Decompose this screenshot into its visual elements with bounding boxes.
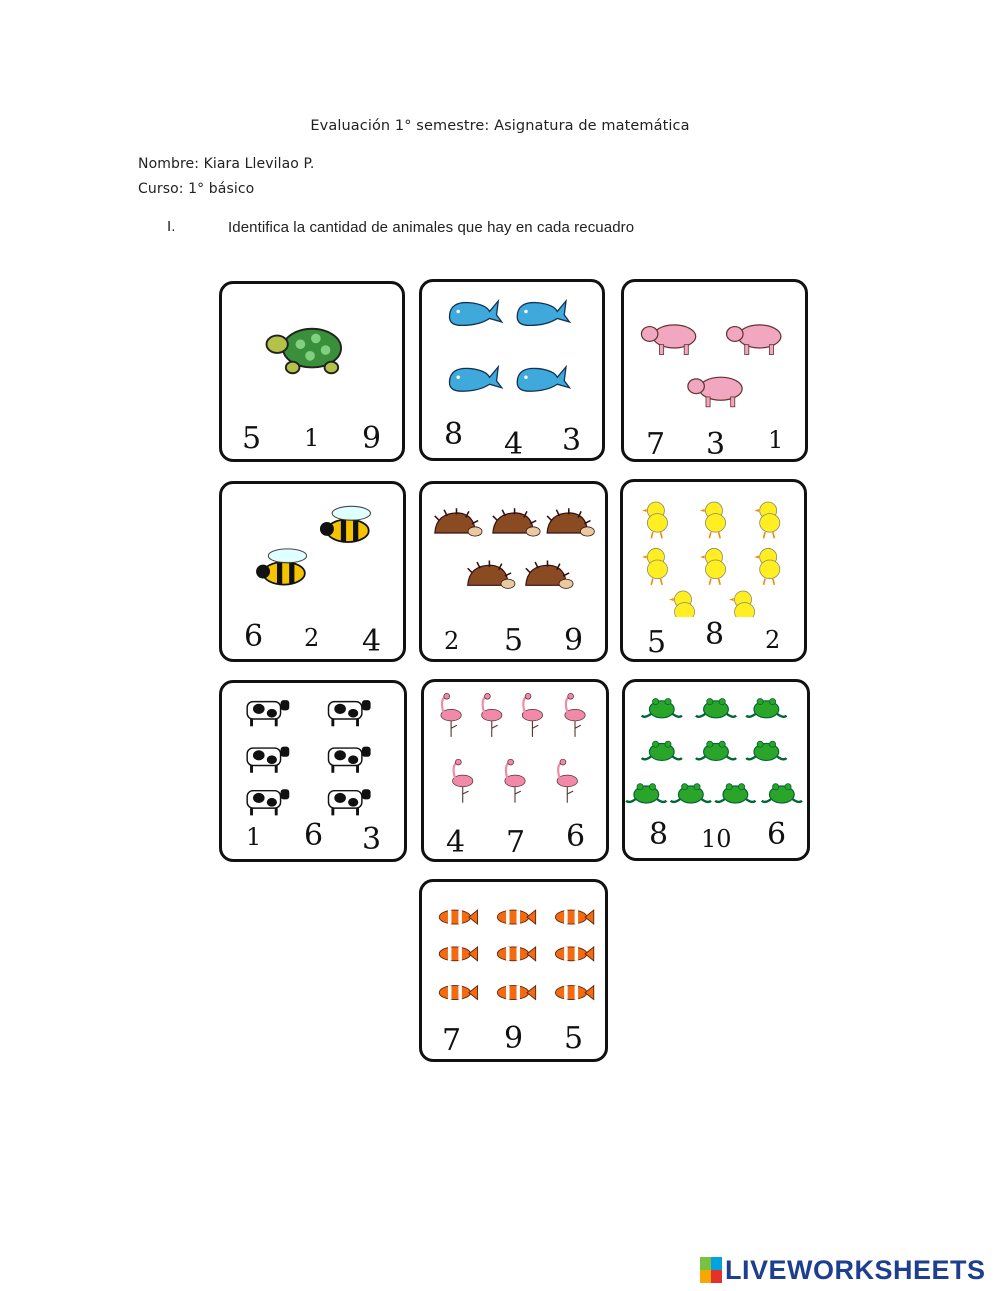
option-number[interactable]: 8 — [705, 617, 725, 652]
flamingo-icon — [482, 693, 502, 737]
chick-icon — [700, 502, 726, 538]
clownfish-icon — [439, 910, 477, 924]
turtle-image — [222, 284, 402, 419]
option-number[interactable]: 3 — [562, 423, 582, 458]
card-frogs — [622, 679, 810, 861]
option-number[interactable]: 10 — [701, 825, 732, 853]
whale-icon — [517, 367, 569, 391]
frogs-image — [625, 682, 807, 817]
option-number[interactable]: 1 — [246, 823, 262, 851]
card-turtle — [219, 281, 405, 462]
liveworksheets-logo-icon — [700, 1257, 722, 1283]
whales-image — [422, 282, 602, 417]
clownfish-icon — [555, 986, 593, 1000]
option-number[interactable]: 3 — [362, 822, 382, 857]
flamingos-image — [424, 682, 606, 817]
card-flamingos — [421, 679, 609, 862]
option-number[interactable]: 2 — [304, 624, 320, 652]
hedgehog-icon — [526, 561, 573, 589]
chick-icon — [642, 502, 668, 538]
option-number[interactable]: 1 — [304, 424, 320, 452]
clownfish-image — [422, 882, 605, 1017]
logo-text: LIVEWORKSHEETS — [725, 1254, 986, 1285]
chick-icon — [729, 591, 755, 617]
hedgehog-icon — [493, 508, 540, 536]
cow-icon — [328, 747, 370, 773]
clownfish-icon — [555, 947, 593, 961]
flamingo-icon — [505, 759, 525, 803]
option-number[interactable]: 7 — [442, 1023, 462, 1058]
hedgehogs-image — [422, 484, 605, 619]
cow-icon — [247, 700, 289, 726]
option-number[interactable]: 9 — [564, 623, 584, 658]
option-number[interactable]: 4 — [362, 624, 382, 659]
turtle-icon — [267, 329, 342, 374]
option-number[interactable]: 5 — [504, 623, 524, 658]
chick-icon — [754, 502, 780, 538]
chick-icon — [669, 591, 695, 617]
frog-icon — [746, 698, 786, 717]
frog-icon — [642, 698, 682, 717]
clownfish-icon — [497, 986, 535, 1000]
option-number[interactable]: 6 — [767, 817, 787, 852]
chicks-image — [623, 482, 804, 617]
option-number[interactable]: 9 — [504, 1021, 524, 1056]
clownfish-icon — [497, 910, 535, 924]
chick-icon — [700, 548, 726, 584]
pig-icon — [688, 377, 742, 407]
option-number[interactable]: 6 — [244, 619, 264, 654]
frog-icon — [715, 784, 755, 803]
option-number[interactable]: 4 — [446, 825, 466, 860]
cow-icon — [247, 789, 289, 815]
pig-icon — [641, 325, 695, 355]
flamingo-icon — [557, 759, 577, 803]
option-number[interactable]: 3 — [706, 427, 726, 462]
whale-icon — [517, 301, 569, 325]
clownfish-icon — [439, 947, 477, 961]
bees-image — [222, 484, 403, 619]
pigs-image — [624, 282, 805, 417]
frog-icon — [671, 784, 711, 803]
question-number: I. — [167, 218, 176, 235]
cows-image — [222, 683, 404, 818]
frog-icon — [642, 741, 682, 760]
clownfish-icon — [497, 947, 535, 961]
card-bees — [219, 481, 406, 662]
option-number[interactable]: 2 — [765, 626, 781, 654]
option-number[interactable]: 7 — [646, 427, 666, 462]
option-number[interactable]: 5 — [242, 421, 262, 456]
frog-icon — [696, 698, 736, 717]
cow-icon — [328, 789, 370, 815]
hedgehog-icon — [468, 561, 515, 589]
question-text: Identifica la cantidad de animales que hay en cada recuadro — [228, 219, 635, 236]
option-number[interactable]: 2 — [444, 627, 460, 655]
frog-icon — [762, 784, 802, 803]
frog-icon — [626, 784, 666, 803]
card-cows — [219, 680, 407, 862]
option-number[interactable]: 5 — [564, 1021, 584, 1056]
bee-icon — [320, 506, 371, 542]
student-name: Nombre: Kiara Llevilao P. — [138, 156, 315, 172]
option-number[interactable]: 7 — [506, 825, 526, 860]
course-line: Curso: 1° básico — [138, 181, 255, 197]
worksheet-title: Evaluación 1° semestre: Asignatura de matemática — [310, 118, 690, 134]
cow-icon — [247, 747, 289, 773]
card-clownfish — [419, 879, 608, 1062]
hedgehog-icon — [547, 508, 594, 536]
option-number[interactable]: 5 — [647, 625, 667, 660]
clownfish-icon — [439, 986, 477, 1000]
option-number[interactable]: 8 — [444, 417, 464, 452]
option-number[interactable]: 9 — [362, 421, 382, 456]
pig-icon — [727, 325, 781, 355]
card-pigs — [621, 279, 808, 462]
card-hedgehogs — [419, 481, 608, 662]
frog-icon — [746, 741, 786, 760]
frog-icon — [696, 741, 736, 760]
flamingo-icon — [453, 759, 473, 803]
flamingo-icon — [522, 693, 542, 737]
chick-icon — [754, 548, 780, 584]
cow-icon — [328, 700, 370, 726]
whale-icon — [449, 367, 501, 391]
flamingo-icon — [565, 693, 585, 737]
card-chicks — [620, 479, 807, 662]
option-number[interactable]: 6 — [566, 819, 586, 854]
hedgehog-icon — [435, 508, 482, 536]
option-number[interactable]: 6 — [304, 818, 324, 853]
option-number[interactable]: 4 — [504, 427, 524, 462]
card-whales — [419, 279, 605, 461]
clownfish-icon — [555, 910, 593, 924]
bee-icon — [256, 549, 307, 585]
flamingo-icon — [441, 693, 461, 737]
liveworksheets-logo — [700, 1255, 986, 1285]
whale-icon — [449, 301, 501, 325]
option-number[interactable]: 8 — [649, 817, 669, 852]
option-number[interactable]: 1 — [768, 426, 784, 454]
chick-icon — [642, 548, 668, 584]
